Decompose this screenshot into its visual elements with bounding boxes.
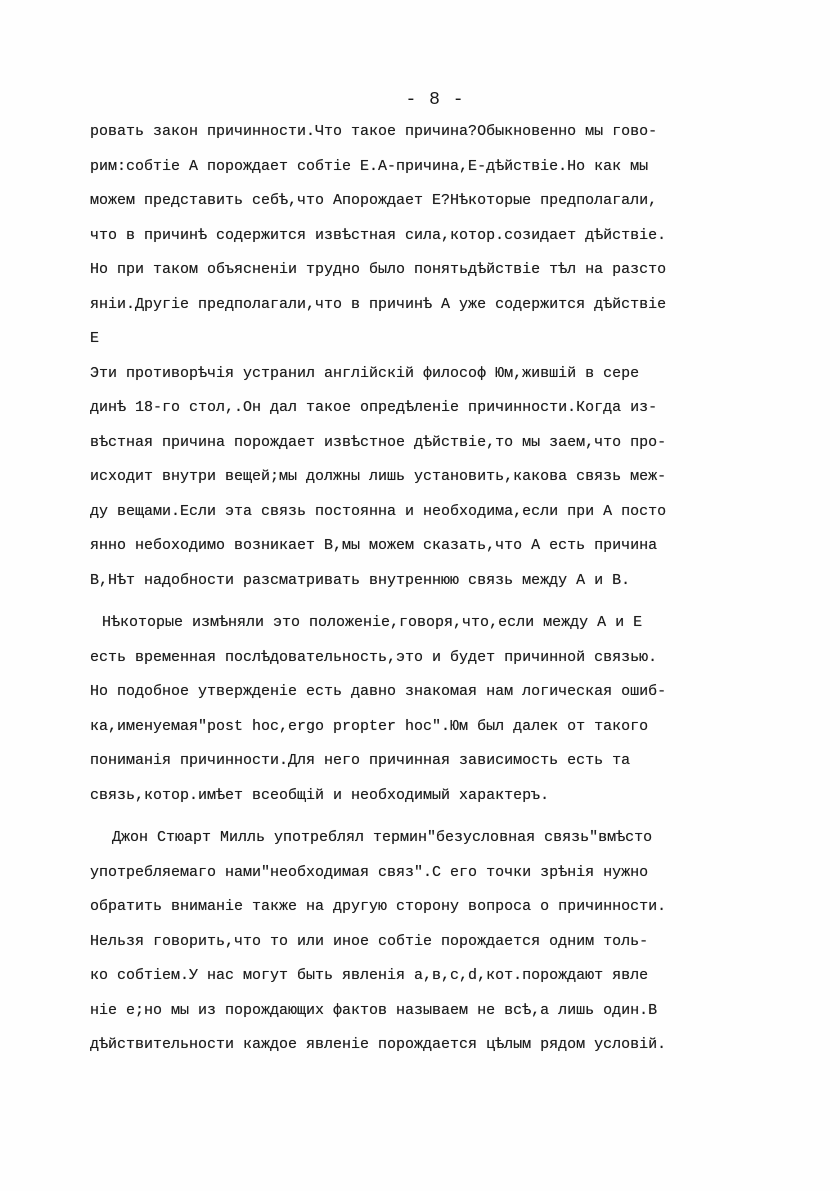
text-line: вѣстная причина порождает извѣстное дѣйствіе,то мы заем,что про- bbox=[90, 433, 667, 451]
text-line: Нельзя говорить,что то или иное собтіе порождается одним толь- bbox=[90, 932, 649, 950]
text-line: исходит внутри вещей;мы должны лишь установить,какова связь меж- bbox=[90, 468, 667, 485]
text-line: динѣ 18-го стол,.Он дал такое опредѣленіе причинности.Когда из- bbox=[90, 399, 658, 416]
text-line: ніе е;но мы из порождающих фактов называем не всѣ,а лишь один.В bbox=[90, 1001, 658, 1019]
text-line: Нѣкоторые измѣняли это положеніе,говоря,что,если между А и Е bbox=[102, 614, 643, 631]
text-line: что в причинѣ содержится извѣстная сила,котор.созидает дѣйствіе. bbox=[90, 226, 667, 244]
page-number: - 8 - bbox=[405, 90, 465, 110]
text-line: дѣйствительности каждое явленіе порождается цѣлым рядом условій. bbox=[90, 1036, 667, 1053]
text-line: обратить вниманіе также на другую сторону вопроса о причинности. bbox=[90, 898, 667, 915]
text-line: употребляемаго нами"необходимая связ".С его точки зрѣнія нужно bbox=[90, 863, 649, 881]
text-line: можем представить себѣ,что Апорождает Е?Нѣкоторые предполагали, bbox=[90, 192, 658, 209]
text-line: ко собтіем.У нас могут быть явленія а,в,с,d,кот.порождают явле bbox=[90, 967, 649, 984]
text-line: есть временная послѣдовательность,это и будет причинной связью. bbox=[90, 648, 658, 666]
text-line: Но при таком объясненіи трудно было понятьдѣйствіе тѣл на разсто bbox=[90, 261, 667, 278]
text-line: рим:собтіе А порождает собтіе Е.А-причина,Е-дѣйствіе.Но как мы bbox=[90, 157, 649, 175]
text-line: ка,именуемая"post hoc,ergo propter hoc".Юм был далек от такого bbox=[90, 717, 649, 735]
text-line: яніи.Другіе предполагали,что в причинѣ А уже содержится дѣйствіе bbox=[90, 295, 667, 313]
text-line: В,Нѣт надобности разсматривать внутреннюю связь между А и В. bbox=[90, 571, 631, 589]
body-text bbox=[90, 115, 730, 1063]
text-line: Эти противорѣчія устранил англійскій философ Юм,жившій в сере bbox=[90, 364, 640, 382]
text-line: Но подобное утвержденіе есть давно знакомая нам логическая ошиб- bbox=[90, 683, 667, 700]
text-line: связь,котор.имѣет всеобщій и необходимый характеръ. bbox=[90, 786, 550, 804]
text-line: ду вещами.Если эта связь постоянна и необходима,если при А посто bbox=[90, 502, 667, 520]
text-line: ровать закон причинности.Что такое причина?Обыкновенно мы гово- bbox=[90, 123, 658, 140]
text-line: пониманія причинности.Для него причинная зависимость есть та bbox=[90, 752, 631, 769]
text-line: Е bbox=[90, 330, 100, 347]
text-line: янно небоходимо возникает В,мы можем сказать,что А есть причина bbox=[90, 537, 658, 554]
text-line: Джон Стюарт Милль употреблял термин"безусловная связь"вмѣсто bbox=[112, 829, 653, 846]
